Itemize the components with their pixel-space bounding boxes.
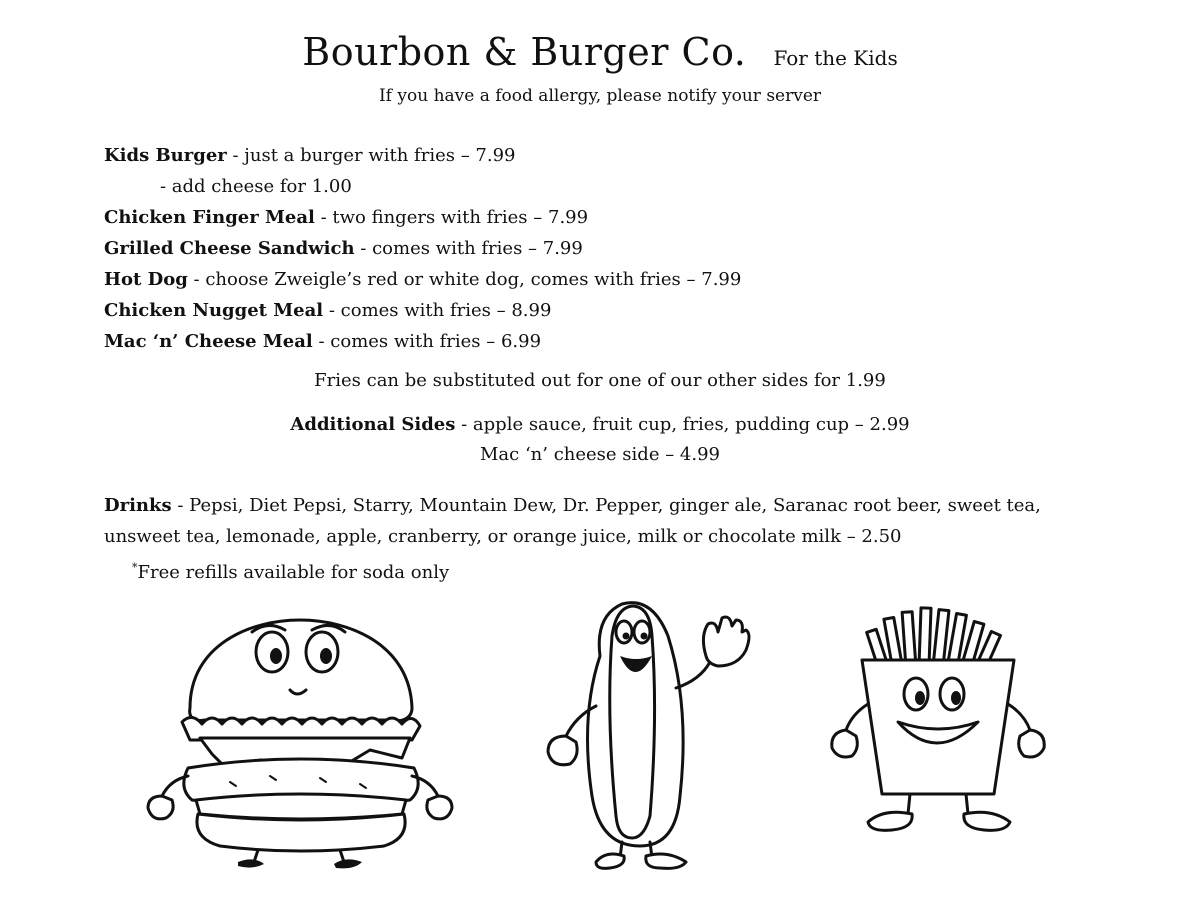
item-desc: - comes with fries – 6.99 [312,331,542,352]
sides-line-2: Mac ‘n’ cheese side – 4.99 [479,444,720,465]
hot-dog-cartoon-icon [540,596,760,876]
drinks-section [104,490,1084,588]
refill-text: Free refills available for soda only [137,562,450,583]
item-name: Mac ‘n’ Cheese Meal [104,331,313,352]
item-name: Kids Burger [104,145,227,166]
title-line [0,30,1200,74]
additional-sides [0,410,1200,470]
item-desc: - comes with fries – 8.99 [323,300,552,321]
item-name: Grilled Cheese Sandwich [104,238,355,259]
restaurant-title: Bourbon & Burger Co. [302,30,747,74]
fries-cartoon-icon [828,604,1048,844]
item-desc: - just a burger with fries – 7.99 [226,145,516,166]
menu-header [0,30,1200,106]
refill-note [104,552,1084,588]
drinks-label: Drinks [104,495,172,516]
addon-text: - add cheese for 1.00 [160,176,352,197]
menu-item-kids-burger [104,140,1104,171]
menu-item-chicken-nugget [104,295,1104,326]
sides-desc: - apple sauce, fruit cup, fries, pudding cup – 2.99 [455,414,910,435]
item-desc: - two fingers with fries – 7.99 [314,207,589,228]
sides-label: Additional Sides [290,414,456,435]
allergy-note: If you have a food allergy, please notify your server [378,86,822,106]
menu-subtitle: For the Kids [773,46,898,70]
drinks-line [104,490,1084,552]
item-desc: - comes with fries – 7.99 [354,238,583,259]
sides-line-1 [0,410,1200,440]
menu-item-addon-cheese [104,171,1104,202]
menu-item-grilled-cheese [104,233,1104,264]
refill-asterisk: * [132,561,138,574]
item-desc: - choose Zweigle’s red or white dog, comes with fries – 7.99 [187,269,742,290]
menu-item-mac-cheese [104,326,1104,357]
item-name: Chicken Finger Meal [104,207,315,228]
drinks-desc: - Pepsi, Diet Pepsi, Starry, Mountain Dew, Dr. Pepper, ginger ale, Saranac root beer, sweet tea, unsweet tea, lemonade, apple, cranberry, or orange juice, milk or chocolate milk – 2.50 [104,495,1041,547]
item-name: Hot Dog [104,269,188,290]
item-name: Chicken Nugget Meal [104,300,324,321]
menu-item-hot-dog [104,264,1104,295]
kids-items-list [104,140,1104,357]
burger-cartoon-icon [140,600,460,870]
menu-item-chicken-finger [104,202,1104,233]
fries-substitution-note: Fries can be substituted out for one of our other sides for 1.99 [314,370,886,391]
